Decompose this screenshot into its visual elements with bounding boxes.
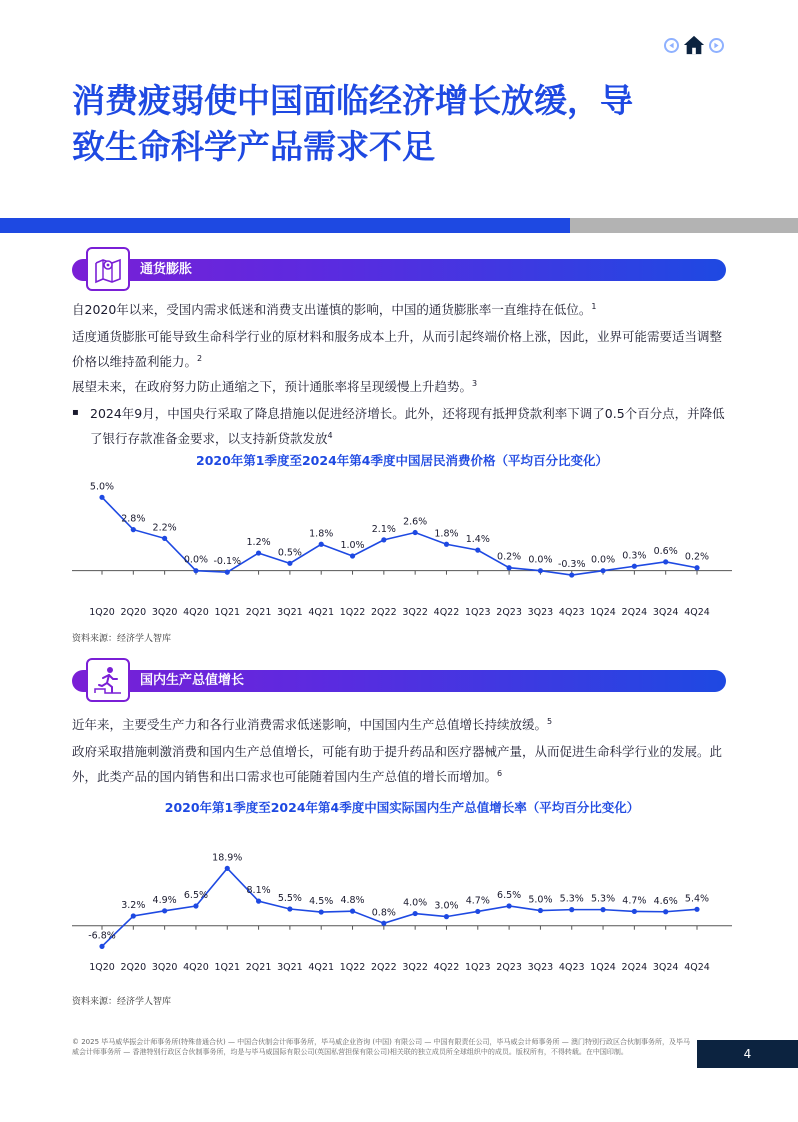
data-point bbox=[600, 568, 605, 573]
x-tick-label: 4Q20 bbox=[183, 962, 209, 973]
x-tick-label: 3Q22 bbox=[402, 607, 428, 618]
x-tick-label: 4Q21 bbox=[308, 962, 335, 973]
data-label: 3.0% bbox=[434, 900, 459, 912]
data-label: 0.5% bbox=[277, 547, 302, 559]
data-label: 3.2% bbox=[121, 900, 146, 911]
data-label: 4.9% bbox=[152, 894, 177, 906]
data-point bbox=[99, 944, 104, 949]
x-tick-label: 4Q23 bbox=[558, 962, 585, 973]
paragraph bbox=[72, 741, 732, 788]
footnote-ref: 5 bbox=[547, 717, 553, 726]
x-tick-label: 3Q21 bbox=[277, 962, 303, 973]
chart-title: 2020年第1季度至2024年第4季度中国实际国内生产总值增长率（平均百分比变化） bbox=[164, 800, 640, 815]
data-point bbox=[131, 913, 136, 918]
data-point bbox=[507, 903, 512, 908]
data-point bbox=[538, 568, 543, 573]
previous-page-icon[interactable] bbox=[664, 38, 679, 53]
x-tick-label: 4Q24 bbox=[684, 962, 710, 973]
data-label: 4.7% bbox=[465, 895, 490, 907]
paragraph-text: 展望未来，在政府努力防止通缩之下，预计通胀率将呈现缓慢上升趋势。 bbox=[72, 379, 473, 395]
data-label: 4.8% bbox=[340, 895, 365, 907]
page-nav bbox=[664, 34, 724, 56]
data-point bbox=[381, 537, 386, 542]
data-label: 1.8% bbox=[434, 528, 459, 540]
footnote-ref: 3 bbox=[472, 379, 478, 388]
header-band-blue bbox=[0, 218, 570, 233]
cpi-chart bbox=[72, 470, 732, 620]
x-tick-label: 1Q24 bbox=[590, 962, 616, 973]
data-label: 6.5% bbox=[183, 889, 209, 901]
x-tick-label: 3Q20 bbox=[151, 607, 178, 618]
bullet-item bbox=[90, 403, 732, 450]
data-label: 2.6% bbox=[403, 516, 428, 528]
data-point bbox=[319, 909, 324, 914]
x-tick-label: 2Q21 bbox=[245, 607, 272, 618]
x-tick-label: 1Q24 bbox=[590, 607, 616, 618]
x-tick-label: 3Q23 bbox=[527, 607, 554, 618]
x-tick-label: 3Q22 bbox=[402, 962, 428, 973]
x-tick-label: 3Q21 bbox=[277, 607, 303, 618]
data-label: 0.2% bbox=[684, 551, 710, 563]
data-point bbox=[475, 548, 480, 553]
page-title-line-2: 致生命科学产品需求不足 bbox=[72, 127, 435, 166]
data-label: 0.3% bbox=[622, 550, 647, 562]
data-label: 0.0% bbox=[590, 554, 616, 566]
data-point bbox=[569, 907, 574, 912]
x-tick-label: 2Q23 bbox=[496, 962, 522, 973]
x-tick-label: 3Q24 bbox=[652, 607, 679, 618]
data-label: 4.0% bbox=[403, 897, 428, 909]
x-tick-label: 4Q22 bbox=[433, 607, 460, 618]
data-point bbox=[287, 906, 292, 911]
next-page-icon[interactable] bbox=[709, 38, 724, 53]
footnote-ref: 4 bbox=[327, 431, 333, 440]
map-pin-icon bbox=[86, 247, 130, 291]
paragraph-text: 近年来，主要受生产力和各行业消费需求低迷影响，中国国内生产总值增长持续放缓。 bbox=[72, 717, 548, 733]
data-point bbox=[350, 553, 355, 558]
x-tick-label: 4Q20 bbox=[183, 607, 209, 618]
page-title bbox=[72, 78, 752, 170]
data-label: 5.5% bbox=[277, 893, 302, 905]
data-label: 6.5% bbox=[497, 889, 522, 901]
paragraph bbox=[72, 711, 732, 736]
data-point bbox=[193, 903, 198, 908]
data-label: 5.3% bbox=[559, 893, 584, 905]
x-tick-label: 2Q20 bbox=[120, 962, 147, 973]
bullet-text: 2024年9月，中国央行采取了降息措施以促进经济增长。此外，还将现有抵押贷款利率下调了0.5个百分点，并降低了银行存款准备金要求，以支持新贷款发放 bbox=[90, 406, 725, 447]
data-label: 4.5% bbox=[309, 896, 334, 908]
data-point bbox=[225, 866, 230, 871]
data-label: 18.9% bbox=[212, 852, 243, 864]
section-heading: 国内生产总值增长 bbox=[140, 673, 245, 688]
gdp-chart bbox=[72, 840, 732, 980]
x-tick-label: 1Q20 bbox=[89, 962, 115, 973]
data-label: 4.7% bbox=[622, 895, 647, 907]
x-tick-label: 4Q22 bbox=[433, 962, 460, 973]
x-tick-label: 2Q24 bbox=[621, 962, 648, 973]
x-tick-label: 2Q23 bbox=[496, 607, 522, 618]
data-label: 5.0% bbox=[89, 481, 115, 493]
data-point bbox=[131, 527, 136, 532]
data-point bbox=[162, 536, 167, 541]
data-point bbox=[287, 561, 292, 566]
x-tick-label: 3Q23 bbox=[527, 962, 554, 973]
data-point bbox=[538, 908, 543, 913]
data-label: 2.1% bbox=[371, 523, 396, 535]
data-point bbox=[569, 572, 574, 577]
x-tick-label: 3Q24 bbox=[652, 962, 679, 973]
data-point bbox=[600, 907, 605, 912]
running-person-icon bbox=[86, 658, 130, 702]
data-point bbox=[350, 909, 355, 914]
page-title-line-1: 消费疲弱使中国面临经济增长放缓，导 bbox=[72, 81, 633, 120]
x-tick-label: 1Q21 bbox=[214, 607, 241, 618]
data-point bbox=[256, 899, 261, 904]
data-point bbox=[162, 908, 167, 913]
data-label: 1.4% bbox=[465, 534, 490, 546]
data-label: 0.0% bbox=[183, 554, 209, 566]
data-label: -6.8% bbox=[88, 930, 116, 942]
data-point bbox=[319, 542, 324, 547]
data-label: 0.6% bbox=[653, 545, 678, 557]
data-label: 2.8% bbox=[121, 513, 146, 525]
data-point bbox=[99, 495, 104, 500]
data-point bbox=[694, 907, 699, 912]
x-tick-label: 1Q22 bbox=[339, 962, 366, 973]
x-tick-label: 1Q20 bbox=[89, 607, 115, 618]
data-label: 5.4% bbox=[684, 893, 710, 905]
footnote-ref: 6 bbox=[497, 769, 503, 778]
data-point bbox=[632, 564, 637, 569]
x-tick-label: 2Q21 bbox=[245, 962, 272, 973]
data-point bbox=[632, 909, 637, 914]
data-point bbox=[444, 914, 449, 919]
data-point bbox=[475, 909, 480, 914]
footnote-ref: 1 bbox=[591, 302, 597, 311]
chart-title: 2020年第1季度至2024年第4季度中国居民消费价格（平均百分比变化） bbox=[196, 453, 608, 468]
x-tick-label: 2Q22 bbox=[371, 607, 397, 618]
series-line bbox=[102, 868, 697, 946]
x-tick-label: 1Q21 bbox=[214, 962, 241, 973]
data-point bbox=[381, 921, 386, 926]
paragraph bbox=[72, 373, 732, 398]
footer-legal-text: © 2025 毕马威华振会计师事务所(特殊普通合伙) — 中国合伙制会计师事务所，毕马威企业咨询 (中国) 有限公司 — 中国有限责任公司，毕马威会计师事务所 — 澳门特别行政区合伙制事务所，及毕马威会计师事务所 — 香港特别行政区合伙制事务所，均是与毕马威国际有限公司(英国私营担保有限公司)相关联的独立成员所全球组织中的成员。版权所有，不得转载。在中国印制。 bbox=[72, 1038, 690, 1056]
data-label: 8.1% bbox=[246, 885, 271, 897]
paragraph bbox=[72, 296, 732, 321]
data-label: 5.0% bbox=[528, 894, 553, 906]
data-point bbox=[663, 559, 668, 564]
paragraph-text: 适度通货膨胀可能导致生命科学行业的原材料和服务成本上升，从而引起终端价格上涨，因此，业界可能需要适当调整价格以维持盈利能力。 bbox=[72, 329, 723, 370]
header-band-gray bbox=[570, 218, 798, 233]
paragraph-text: 自2020年以来，受国内需求低迷和消费支出谨慎的影响，中国的通货膨胀率一直维持在低位。 bbox=[72, 302, 592, 318]
data-point bbox=[694, 565, 699, 570]
data-label: 2.2% bbox=[152, 522, 177, 534]
data-point bbox=[507, 565, 512, 570]
data-point bbox=[225, 570, 230, 575]
x-tick-label: 2Q22 bbox=[371, 962, 397, 973]
source-note: 资料来源：经济学人智库 bbox=[72, 997, 172, 1007]
paragraph bbox=[72, 326, 732, 373]
data-label: 5.3% bbox=[590, 893, 616, 905]
data-point bbox=[413, 911, 418, 916]
footnote-ref: 2 bbox=[197, 354, 203, 363]
section-heading: 通货膨胀 bbox=[140, 262, 193, 277]
x-tick-label: 3Q20 bbox=[151, 962, 178, 973]
data-label: -0.3% bbox=[557, 559, 586, 571]
x-tick-label: 4Q24 bbox=[684, 607, 710, 618]
data-label: 4.6% bbox=[653, 895, 678, 907]
x-tick-label: 2Q20 bbox=[120, 607, 147, 618]
data-label: 1.2% bbox=[246, 537, 271, 549]
page-number: 4 bbox=[697, 1040, 798, 1068]
data-point bbox=[663, 909, 668, 914]
data-point bbox=[444, 542, 449, 547]
home-icon[interactable] bbox=[683, 34, 705, 56]
x-tick-label: 4Q23 bbox=[558, 607, 585, 618]
data-point bbox=[193, 568, 198, 573]
data-label: 0.2% bbox=[497, 551, 522, 563]
data-label: 0.8% bbox=[371, 907, 396, 919]
data-label: -0.1% bbox=[213, 556, 242, 568]
x-tick-label: 1Q23 bbox=[464, 607, 491, 618]
data-label: 0.0% bbox=[528, 554, 553, 566]
x-tick-label: 4Q21 bbox=[308, 607, 335, 618]
x-tick-label: 1Q22 bbox=[339, 607, 366, 618]
x-tick-label: 1Q23 bbox=[464, 962, 491, 973]
data-point bbox=[413, 530, 418, 535]
data-label: 1.8% bbox=[309, 528, 334, 540]
x-tick-label: 2Q24 bbox=[621, 607, 648, 618]
bullet-marker: ▪ bbox=[72, 407, 79, 418]
data-point bbox=[256, 550, 261, 555]
data-label: 1.0% bbox=[340, 540, 365, 551]
source-note: 资料来源：经济学人智库 bbox=[72, 634, 172, 644]
paragraph-text: 政府采取措施刺激消费和国内生产总值增长，可能有助于提升药品和医疗器械产量，从而促进生命科学行业的发展。此外，此类产品的国内销售和出口需求也可能随着国内生产总值的增长而增加。 bbox=[72, 744, 723, 785]
